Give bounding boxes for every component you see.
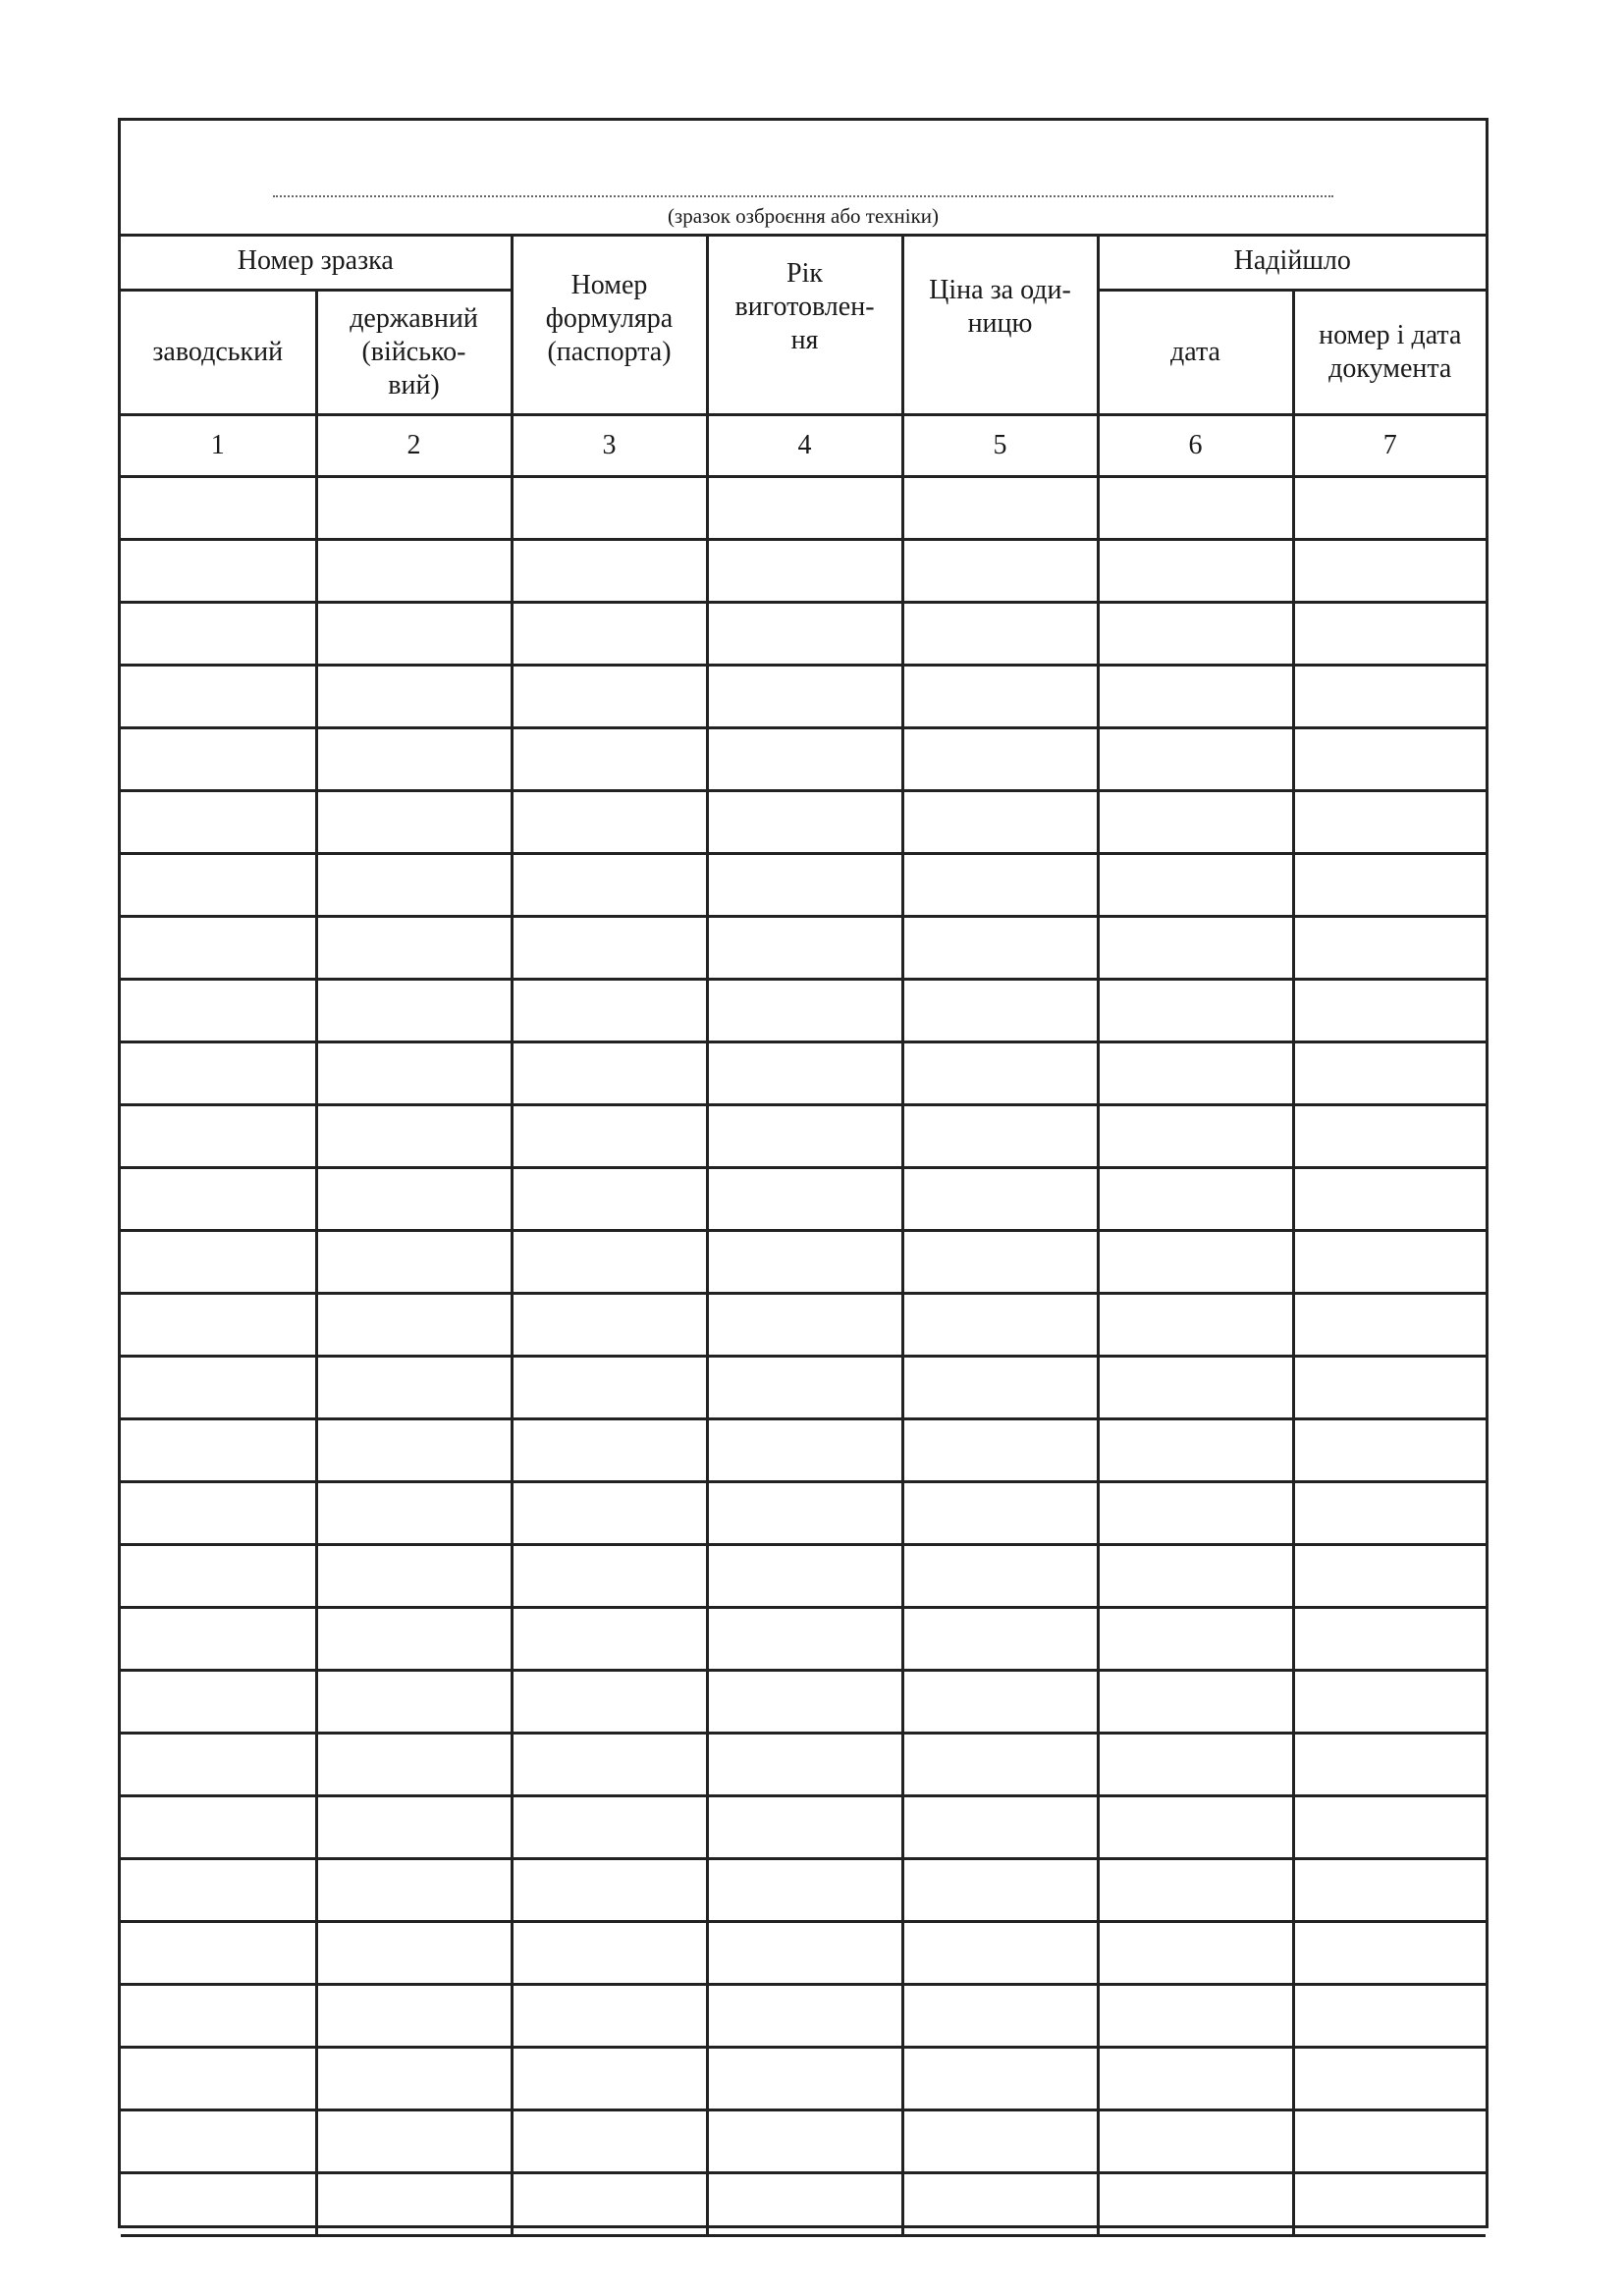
table-cell[interactable] xyxy=(1098,979,1293,1041)
table-cell[interactable] xyxy=(1098,1544,1293,1607)
table-cell[interactable] xyxy=(121,1544,316,1607)
table-cell[interactable] xyxy=(707,1733,902,1795)
table-cell[interactable] xyxy=(1293,790,1486,853)
table-cell[interactable] xyxy=(121,1230,316,1293)
table-cell[interactable] xyxy=(512,1544,707,1607)
table-cell[interactable] xyxy=(316,1481,512,1544)
table-cell[interactable] xyxy=(902,1670,1098,1733)
header-year-line2: виготовлен- xyxy=(734,292,875,323)
table-cell[interactable] xyxy=(707,979,902,1041)
table-cell[interactable] xyxy=(1293,2047,1486,2109)
table-cell[interactable] xyxy=(1098,1607,1293,1670)
table-cell[interactable] xyxy=(316,853,512,916)
table-cell[interactable] xyxy=(707,1230,902,1293)
table-cell[interactable] xyxy=(512,2109,707,2172)
header-document-line1: номер і дата xyxy=(1319,319,1462,350)
table-row xyxy=(121,2172,1486,2235)
table-cell[interactable] xyxy=(902,2172,1098,2235)
table-cell[interactable] xyxy=(902,602,1098,665)
table-cell[interactable] xyxy=(316,1795,512,1858)
table-cell[interactable] xyxy=(512,476,707,539)
table-cell[interactable] xyxy=(707,1167,902,1230)
table-cell[interactable] xyxy=(902,1356,1098,1418)
header-price-line2: ницю xyxy=(967,308,1033,340)
table-cell[interactable] xyxy=(316,1607,512,1670)
header-form-number-line2: формуляра xyxy=(545,303,674,335)
table-cell[interactable] xyxy=(1098,1293,1293,1356)
header-price xyxy=(902,234,1098,414)
column-number: 1 xyxy=(121,414,316,476)
table-cell[interactable] xyxy=(707,1104,902,1167)
table-cell[interactable] xyxy=(121,1418,316,1481)
table-cell[interactable] xyxy=(121,1104,316,1167)
table-cell[interactable] xyxy=(1293,602,1486,665)
table-cell[interactable] xyxy=(1098,1167,1293,1230)
table-cell[interactable] xyxy=(707,916,902,979)
table-row xyxy=(121,790,1486,853)
table-cell[interactable] xyxy=(707,1293,902,1356)
table-cell[interactable] xyxy=(902,1733,1098,1795)
table-row xyxy=(121,1858,1486,1921)
table-cell[interactable] xyxy=(1293,1293,1486,1356)
table-cell[interactable] xyxy=(707,1356,902,1418)
table-cell[interactable] xyxy=(1293,1795,1486,1858)
table-cell[interactable] xyxy=(707,1481,902,1544)
table-cell[interactable] xyxy=(1098,2172,1293,2235)
table-row xyxy=(121,1230,1486,1293)
table-row xyxy=(121,602,1486,665)
table-cell[interactable] xyxy=(902,665,1098,727)
table-row xyxy=(121,476,1486,539)
table-row xyxy=(121,1418,1486,1481)
table-cell[interactable] xyxy=(1293,1670,1486,1733)
table-cell[interactable] xyxy=(707,727,902,790)
table-cell[interactable] xyxy=(1293,1921,1486,1984)
table-row xyxy=(121,1984,1486,2047)
table-cell[interactable] xyxy=(902,476,1098,539)
column-number: 2 xyxy=(316,414,512,476)
column-number: 6 xyxy=(1098,414,1293,476)
table-cell[interactable] xyxy=(1098,2047,1293,2109)
table-row xyxy=(121,1733,1486,1795)
table-cell[interactable] xyxy=(1293,1858,1486,1921)
column-number: 4 xyxy=(707,414,902,476)
header-form-number xyxy=(512,234,707,414)
header-form-number-line1: Номер xyxy=(570,270,648,301)
table-cell[interactable] xyxy=(707,2172,902,2235)
table-cell[interactable] xyxy=(1293,727,1486,790)
header-year xyxy=(707,234,902,414)
table-cell[interactable] xyxy=(1098,853,1293,916)
table-cell[interactable] xyxy=(512,1670,707,1733)
table-row xyxy=(121,1921,1486,1984)
table-cell[interactable] xyxy=(316,790,512,853)
inventory-form xyxy=(118,118,1489,2228)
table-cell[interactable] xyxy=(512,727,707,790)
table-cell[interactable] xyxy=(512,1984,707,2047)
table-cell[interactable] xyxy=(902,1795,1098,1858)
table-cell[interactable] xyxy=(121,602,316,665)
title-caption: (зразок озброєння або техніки) xyxy=(667,204,940,228)
table-row xyxy=(121,727,1486,790)
table-cell[interactable] xyxy=(512,1733,707,1795)
table-row xyxy=(121,1104,1486,1167)
table-cell[interactable] xyxy=(121,790,316,853)
table-cell[interactable] xyxy=(1098,665,1293,727)
table-cell[interactable] xyxy=(707,1418,902,1481)
table-cell[interactable] xyxy=(316,539,512,602)
table-cell[interactable] xyxy=(1098,1921,1293,1984)
table-cell[interactable] xyxy=(1098,1984,1293,2047)
table-cell[interactable] xyxy=(121,665,316,727)
column-number: 3 xyxy=(512,414,707,476)
table-cell[interactable] xyxy=(1293,665,1486,727)
table-cell[interactable] xyxy=(1293,1356,1486,1418)
table-cell[interactable] xyxy=(902,1921,1098,1984)
table-cell[interactable] xyxy=(512,1795,707,1858)
table-cell[interactable] xyxy=(121,2172,316,2235)
table-cell[interactable] xyxy=(1098,1481,1293,1544)
table-cell[interactable] xyxy=(512,1167,707,1230)
table-cell[interactable] xyxy=(1098,2109,1293,2172)
table-cell[interactable] xyxy=(1293,1607,1486,1670)
table-cell[interactable] xyxy=(121,1167,316,1230)
table-cell[interactable] xyxy=(121,727,316,790)
table-cell[interactable] xyxy=(902,979,1098,1041)
table-cell[interactable] xyxy=(316,1230,512,1293)
table-cell[interactable] xyxy=(1098,1356,1293,1418)
table-cell[interactable] xyxy=(121,2047,316,2109)
table-cell[interactable] xyxy=(316,1167,512,1230)
table-cell[interactable] xyxy=(316,1544,512,1607)
table-cell[interactable] xyxy=(121,539,316,602)
table-row xyxy=(121,1795,1486,1858)
table-cell[interactable] xyxy=(121,2109,316,2172)
table-cell[interactable] xyxy=(1293,2172,1486,2235)
table-cell[interactable] xyxy=(316,979,512,1041)
table-cell[interactable] xyxy=(512,2047,707,2109)
table-cell[interactable] xyxy=(902,916,1098,979)
table-cell[interactable] xyxy=(316,1858,512,1921)
table-cell[interactable] xyxy=(707,665,902,727)
table-cell[interactable] xyxy=(1293,1544,1486,1607)
table-cell[interactable] xyxy=(707,1921,902,1984)
table-cell[interactable] xyxy=(707,790,902,853)
table-cell[interactable] xyxy=(121,853,316,916)
header-year-line3: ня xyxy=(790,325,819,356)
table-cell[interactable] xyxy=(1293,539,1486,602)
table-cell[interactable] xyxy=(1098,1418,1293,1481)
table-cell[interactable] xyxy=(707,602,902,665)
table-body xyxy=(121,476,1486,2235)
table-cell[interactable] xyxy=(902,1230,1098,1293)
table-cell[interactable] xyxy=(1293,1230,1486,1293)
table-cell[interactable] xyxy=(512,539,707,602)
table-cell[interactable] xyxy=(121,1041,316,1104)
header-state-line2: (військо- xyxy=(361,336,466,367)
header-sample-number: Номер зразка xyxy=(121,234,512,290)
table-cell[interactable] xyxy=(121,979,316,1041)
table-cell[interactable] xyxy=(1098,602,1293,665)
table-cell[interactable] xyxy=(316,727,512,790)
table-cell[interactable] xyxy=(707,539,902,602)
table-cell[interactable] xyxy=(1098,790,1293,853)
table-cell[interactable] xyxy=(707,1544,902,1607)
table-cell[interactable] xyxy=(902,1607,1098,1670)
table-cell[interactable] xyxy=(121,1921,316,1984)
table-cell[interactable] xyxy=(902,1418,1098,1481)
table-cell[interactable] xyxy=(121,1733,316,1795)
title-area xyxy=(121,121,1486,237)
table-cell[interactable] xyxy=(902,1167,1098,1230)
table-row xyxy=(121,979,1486,1041)
table-cell[interactable] xyxy=(512,665,707,727)
table-row xyxy=(121,1167,1486,1230)
table-cell[interactable] xyxy=(512,2172,707,2235)
table-cell[interactable] xyxy=(316,1418,512,1481)
table-cell[interactable] xyxy=(707,1670,902,1733)
table-cell[interactable] xyxy=(902,853,1098,916)
table-row xyxy=(121,1481,1486,1544)
table-cell[interactable] xyxy=(902,790,1098,853)
table-cell[interactable] xyxy=(316,916,512,979)
table-cell[interactable] xyxy=(707,1607,902,1670)
header-document-line2: документа xyxy=(1328,352,1452,384)
table-cell[interactable] xyxy=(316,476,512,539)
table-cell[interactable] xyxy=(316,1356,512,1418)
table-cell[interactable] xyxy=(1293,1104,1486,1167)
table-cell[interactable] xyxy=(707,1795,902,1858)
table-cell[interactable] xyxy=(1098,1795,1293,1858)
table-cell[interactable] xyxy=(316,602,512,665)
table-cell[interactable] xyxy=(902,1544,1098,1607)
column-number: 7 xyxy=(1293,414,1486,476)
table-cell[interactable] xyxy=(1293,1481,1486,1544)
table-cell[interactable] xyxy=(316,665,512,727)
table-row xyxy=(121,2047,1486,2109)
table-cell[interactable] xyxy=(707,1858,902,1921)
table-cell[interactable] xyxy=(512,1858,707,1921)
table-cell[interactable] xyxy=(707,1041,902,1104)
table-cell[interactable] xyxy=(512,853,707,916)
header-state-line1: державний xyxy=(350,302,478,334)
table-cell[interactable] xyxy=(1098,1041,1293,1104)
column-number: 5 xyxy=(902,414,1098,476)
table-cell[interactable] xyxy=(1293,1984,1486,2047)
table-cell[interactable] xyxy=(1098,539,1293,602)
table-cell[interactable] xyxy=(316,1984,512,2047)
table-cell[interactable] xyxy=(316,2109,512,2172)
table-cell[interactable] xyxy=(707,476,902,539)
table-cell[interactable] xyxy=(902,727,1098,790)
table-cell[interactable] xyxy=(902,2109,1098,2172)
table-cell[interactable] xyxy=(512,916,707,979)
column-number-row xyxy=(121,414,1486,476)
table-cell[interactable] xyxy=(902,1041,1098,1104)
table-cell[interactable] xyxy=(1098,476,1293,539)
table-cell[interactable] xyxy=(121,1670,316,1733)
table-cell[interactable] xyxy=(1293,853,1486,916)
table-cell[interactable] xyxy=(121,476,316,539)
title-fill-line[interactable] xyxy=(273,195,1333,197)
table-cell[interactable] xyxy=(902,1104,1098,1167)
table-row xyxy=(121,916,1486,979)
table-row xyxy=(121,1041,1486,1104)
table-cell[interactable] xyxy=(707,853,902,916)
table-cell[interactable] xyxy=(902,539,1098,602)
table-cell[interactable] xyxy=(512,1418,707,1481)
table-cell[interactable] xyxy=(1293,1733,1486,1795)
table-row xyxy=(121,539,1486,602)
table-cell[interactable] xyxy=(1293,916,1486,979)
table-cell[interactable] xyxy=(121,1356,316,1418)
table-cell[interactable] xyxy=(512,1607,707,1670)
table-cell[interactable] xyxy=(512,1230,707,1293)
table-cell[interactable] xyxy=(121,1481,316,1544)
table-cell[interactable] xyxy=(902,1984,1098,2047)
table-cell[interactable] xyxy=(1098,1230,1293,1293)
table-cell[interactable] xyxy=(512,1293,707,1356)
table-row xyxy=(121,1293,1486,1356)
table-cell[interactable] xyxy=(512,1481,707,1544)
table-cell[interactable] xyxy=(902,1293,1098,1356)
table-cell[interactable] xyxy=(121,1984,316,2047)
table-cell[interactable] xyxy=(707,2047,902,2109)
table-cell[interactable] xyxy=(512,979,707,1041)
table-cell[interactable] xyxy=(1098,1858,1293,1921)
table-cell[interactable] xyxy=(512,1921,707,1984)
table-cell[interactable] xyxy=(121,1858,316,1921)
table-row xyxy=(121,2109,1486,2172)
table-cell[interactable] xyxy=(121,1293,316,1356)
header-factory: заводський xyxy=(121,290,316,414)
table-cell[interactable] xyxy=(1098,1733,1293,1795)
table-cell[interactable] xyxy=(1293,979,1486,1041)
header-year-line1: Рік xyxy=(786,258,823,290)
header-state-line3: вий) xyxy=(388,369,440,400)
header-received: Надійшло xyxy=(1098,234,1486,290)
header-date: дата xyxy=(1098,290,1293,414)
inventory-table xyxy=(121,234,1486,2237)
table-cell[interactable] xyxy=(707,1984,902,2047)
table-cell[interactable] xyxy=(902,1481,1098,1544)
table-cell[interactable] xyxy=(316,1293,512,1356)
table-cell[interactable] xyxy=(512,602,707,665)
table-row xyxy=(121,665,1486,727)
table-cell[interactable] xyxy=(1098,727,1293,790)
header-document xyxy=(1293,290,1486,414)
table-cell[interactable] xyxy=(1293,1167,1486,1230)
header-form-number-line3: (паспорта) xyxy=(547,337,672,368)
table-cell[interactable] xyxy=(707,2109,902,2172)
table-cell[interactable] xyxy=(1293,2109,1486,2172)
table-cell[interactable] xyxy=(1293,1418,1486,1481)
header-state xyxy=(316,290,512,414)
table-cell[interactable] xyxy=(902,2047,1098,2109)
table-cell[interactable] xyxy=(1293,1041,1486,1104)
table-cell[interactable] xyxy=(121,1795,316,1858)
table-row xyxy=(121,1544,1486,1607)
table-cell[interactable] xyxy=(316,2047,512,2109)
table-cell[interactable] xyxy=(512,1041,707,1104)
table-cell[interactable] xyxy=(1098,1670,1293,1733)
table-cell[interactable] xyxy=(1098,1104,1293,1167)
table-row xyxy=(121,1607,1486,1670)
table-cell[interactable] xyxy=(316,1041,512,1104)
table-row xyxy=(121,1356,1486,1418)
table-cell[interactable] xyxy=(316,1104,512,1167)
table-cell[interactable] xyxy=(512,790,707,853)
table-cell[interactable] xyxy=(316,1733,512,1795)
table-cell[interactable] xyxy=(1293,476,1486,539)
table-cell[interactable] xyxy=(902,1858,1098,1921)
table-cell[interactable] xyxy=(316,1921,512,1984)
table-cell[interactable] xyxy=(512,1104,707,1167)
table-cell[interactable] xyxy=(121,1607,316,1670)
table-cell[interactable] xyxy=(1098,916,1293,979)
table-cell[interactable] xyxy=(121,916,316,979)
table-row xyxy=(121,853,1486,916)
table-cell[interactable] xyxy=(316,2172,512,2235)
table-row xyxy=(121,1670,1486,1733)
header-price-line1: Ціна за оди- xyxy=(929,275,1071,306)
table-cell[interactable] xyxy=(512,1356,707,1418)
table-cell[interactable] xyxy=(316,1670,512,1733)
